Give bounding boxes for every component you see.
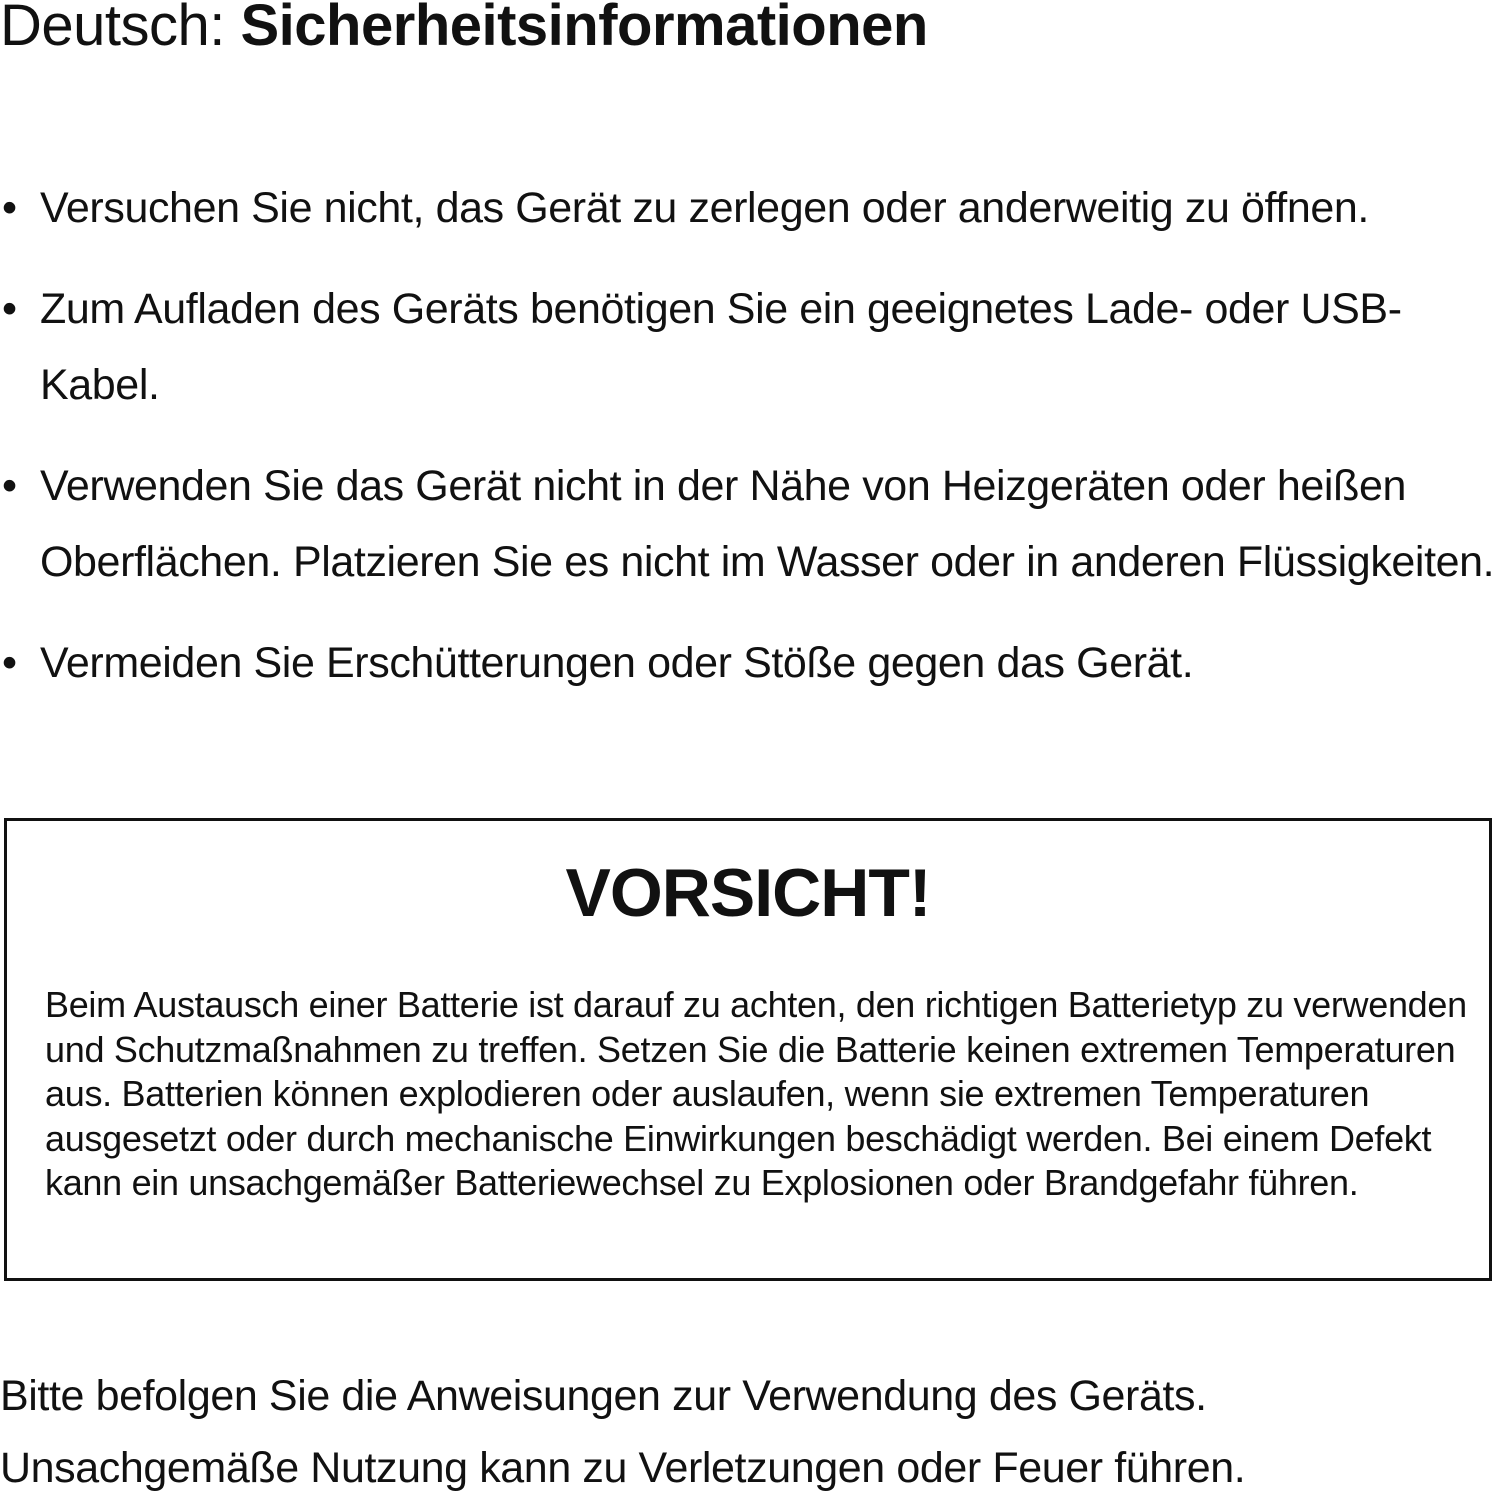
bullet-dot: •: [2, 462, 17, 510]
bullet-item: [0, 625, 1500, 701]
heading-language: Deutsch:: [0, 0, 241, 58]
bullet-item: [0, 448, 1500, 600]
bullet-dot: •: [2, 184, 17, 232]
footer-text: Bitte befolgen Sie die Anweisungen zur Verwendung des Geräts. Unsachgemäße Nutzung kann zu Verletzungen oder Feuer führen.: [0, 1372, 1246, 1492]
bullet-dot: •: [2, 639, 17, 687]
page-heading: [0, 0, 928, 60]
heading-title: Sicherheitsinformationen: [240, 0, 928, 58]
bullet-text: Verwenden Sie das Gerät nicht in der Nähe von Heizgeräten oder heißen Oberflächen. Platzieren Sie es nicht im Wasser oder in anderen Flüssigkeiten.: [40, 462, 1495, 586]
safety-bullet-list: [0, 170, 1500, 726]
bullet-item: [0, 170, 1500, 246]
bullet-text: Vermeiden Sie Erschütterungen oder Stöße gegen das Gerät.: [40, 639, 1194, 687]
caution-text: Beim Austausch einer Batterie ist darauf zu achten, den richtigen Batterietyp zu verwenden und Schutzmaßnahmen zu treffen. Setzen Sie die Batterie keinen extremen Temperaturen aus. Batterien können explodieren oder auslaufen, wenn sie extremen Temperaturen ausgesetzt oder durch mechanische Einwirkungen beschädigt werden. Bei einem Defekt kann ein unsachgemäßer Batteriewechsel zu Explosionen oder Brandgefahr führen.: [45, 984, 1467, 1203]
bullet-item: [0, 271, 1500, 423]
caution-box: [4, 818, 1492, 1281]
bullet-dot: •: [2, 285, 17, 333]
bullet-text: Zum Aufladen des Geräts benötigen Sie ein geeignetes Lade- oder USB-Kabel.: [40, 285, 1402, 409]
caution-title: VORSICHT!: [565, 855, 931, 931]
bullet-text: Versuchen Sie nicht, das Gerät zu zerlegen oder anderweitig zu öffnen.: [40, 184, 1369, 232]
